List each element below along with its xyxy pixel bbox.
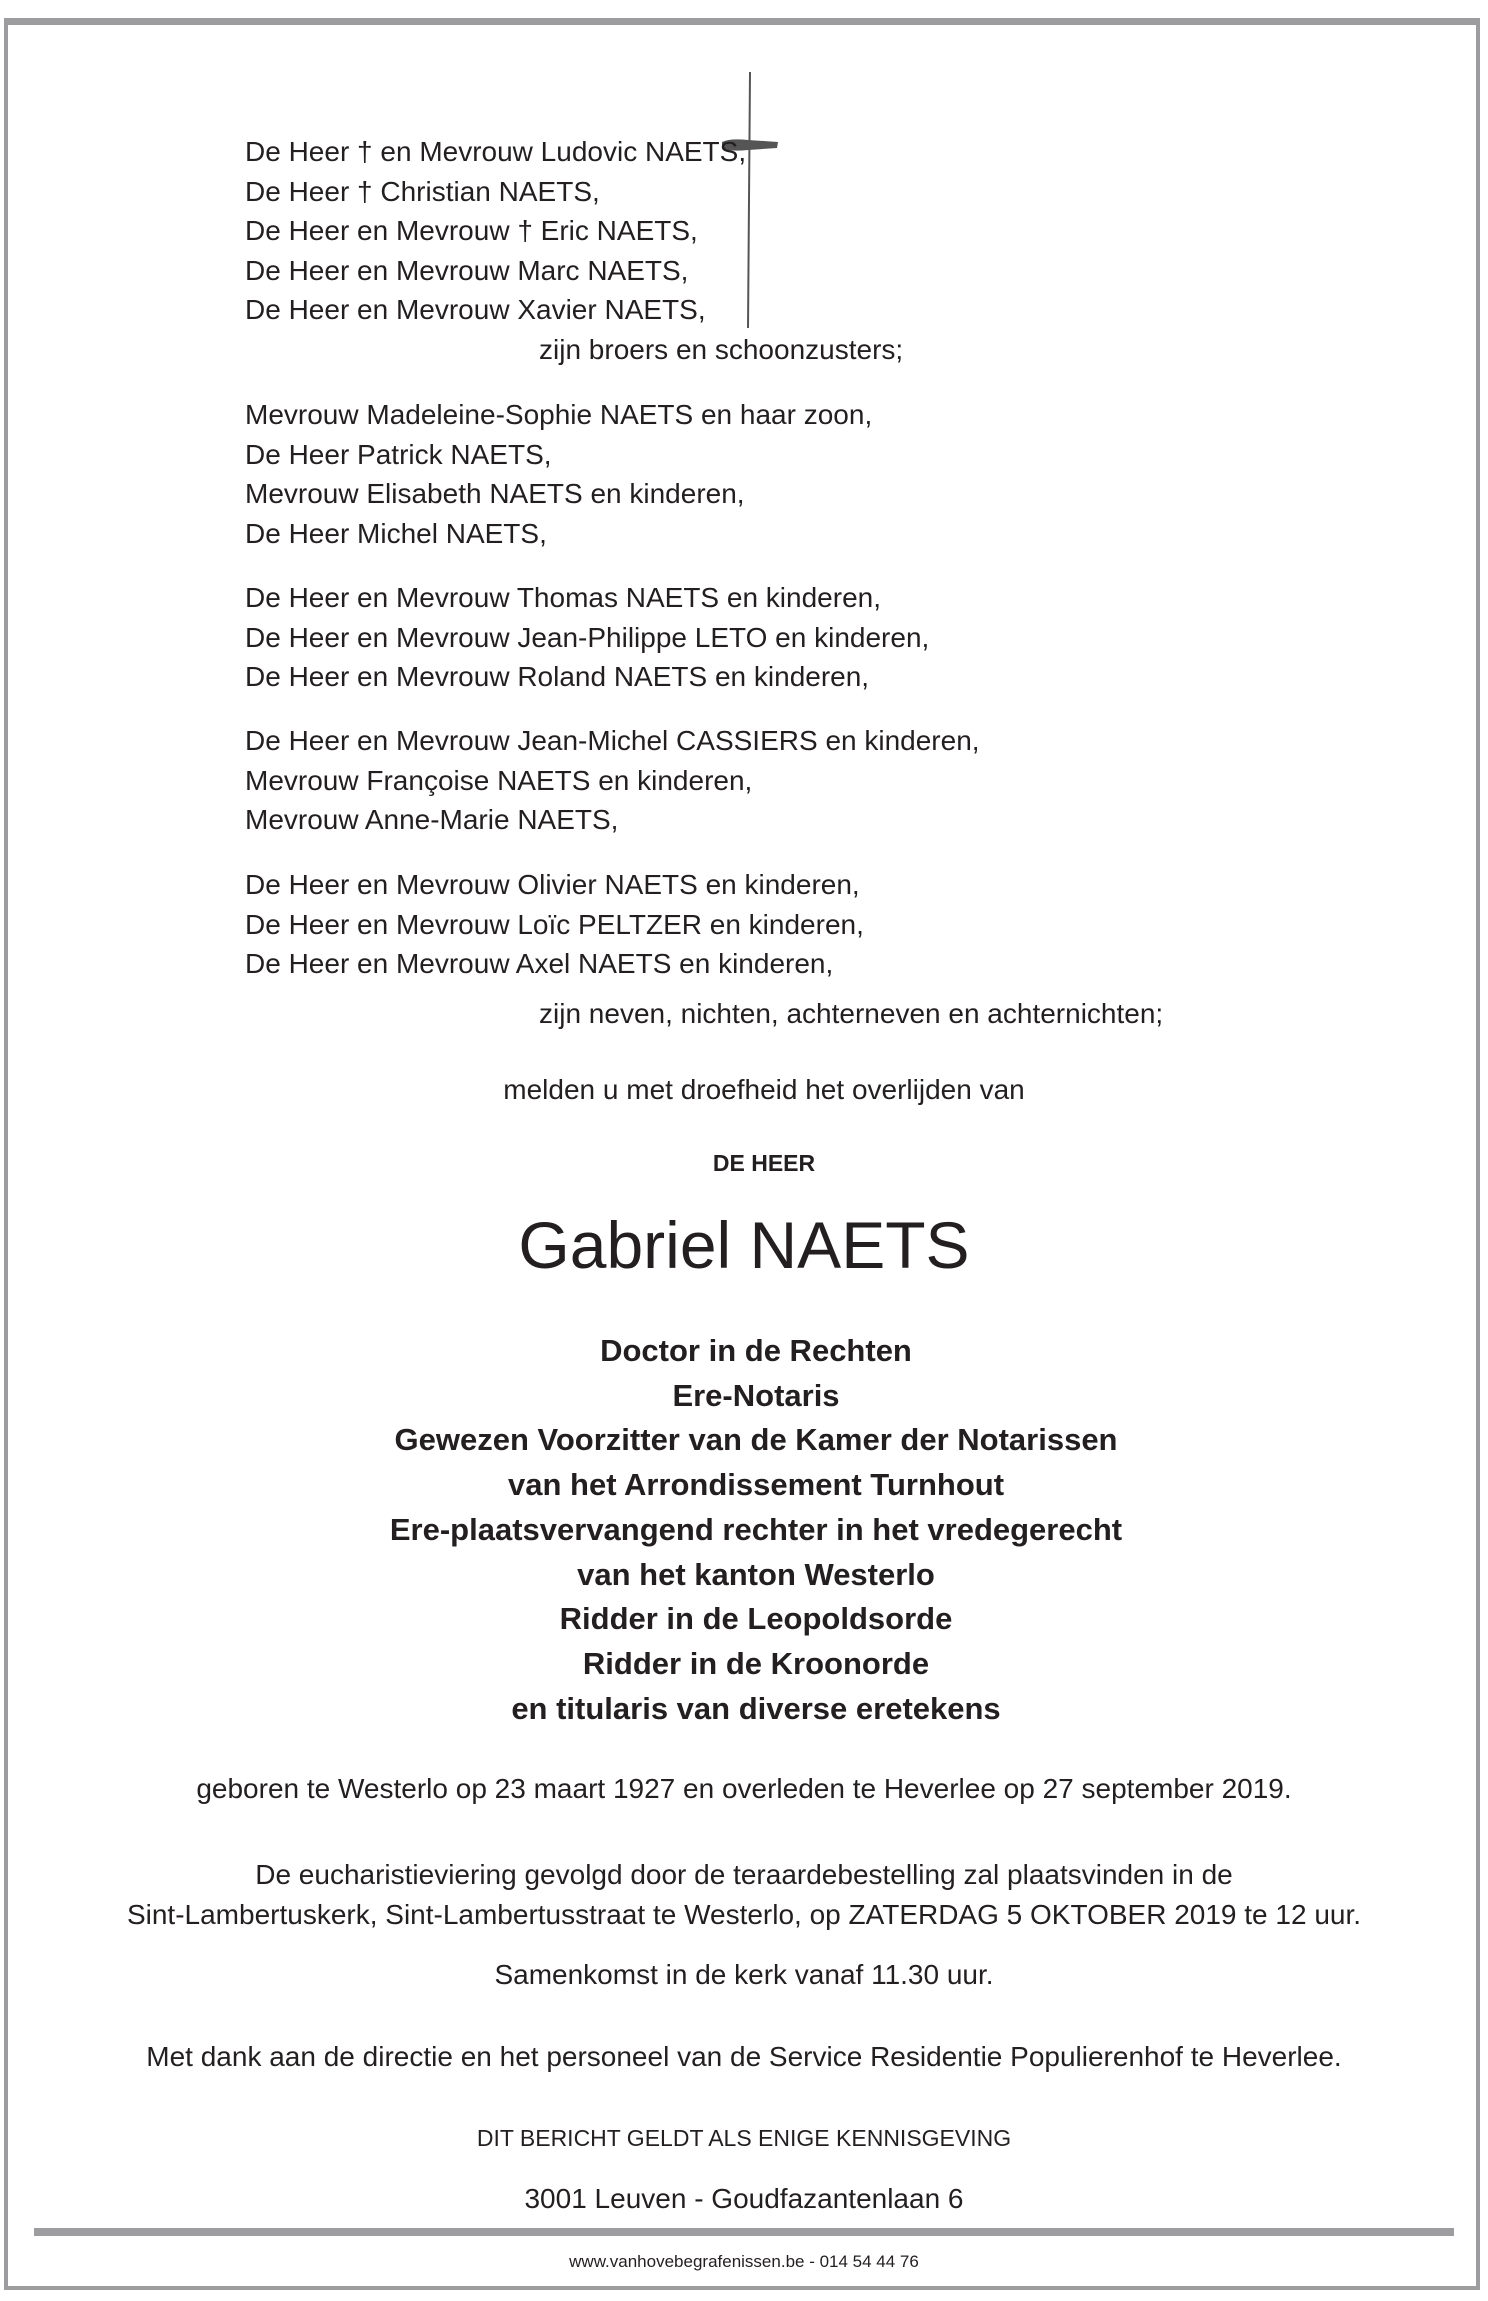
family-line: Mevrouw Françoise NAETS en kinderen, <box>245 764 753 796</box>
family-line: De Heer en Mevrouw Marc NAETS, <box>245 254 689 286</box>
family-line: Mevrouw Anne-Marie NAETS, <box>245 804 619 836</box>
gathering: Samenkomst in de kerk vanaf 11.30 uur. <box>494 1959 994 1990</box>
family-line: De Heer en Mevrouw Olivier NAETS en kinderen, <box>245 869 860 900</box>
footer-contact: www.vanhovebegrafenissen.be - 014 54 44 76 <box>569 2252 919 2271</box>
family-group-1 <box>245 132 903 370</box>
family-line: De Heer en Mevrouw Roland NAETS en kinderen, <box>245 661 870 693</box>
family-line: De Heer † Christian NAETS, <box>245 175 600 207</box>
title-line: en titularis van diverse eretekens <box>511 1690 1001 1726</box>
deceased-name: Gabriel NAETS <box>518 1208 970 1282</box>
ceremony-line: Sint-Lambertuskerk, Sint-Lambertusstraat te Westerlo, op ZATERDAG 5 OKTOBER 2019 te 12 uur. <box>126 1899 1362 1930</box>
title-line: Doctor in de Rechten <box>600 1333 912 1368</box>
family-line: De Heer en Mevrouw Xavier NAETS, <box>245 294 706 326</box>
family-line: De Heer en Mevrouw Thomas NAETS en kinderen, <box>245 582 881 613</box>
family-line: De Heer Patrick NAETS, <box>245 438 552 470</box>
family-group-5 <box>245 865 1163 1033</box>
notice: DIT BERICHT GELDT ALS ENIGE KENNISGEVING <box>476 2125 1012 2151</box>
divider <box>34 2228 1454 2236</box>
title-line: Ere-plaatsvervangend rechter in het vredegerecht <box>389 1511 1123 1547</box>
family-group-4 <box>245 721 980 840</box>
relation-line: zijn neven, nichten, achterneven en achternichten; <box>539 997 1164 1029</box>
titles-list <box>12 1329 1488 1731</box>
birth-death: geboren te Westerlo op 23 maart 1927 en overleden te Heverlee op 27 september 2019. <box>196 1773 1292 1804</box>
honorific: DE HEER <box>712 1150 816 1176</box>
family-line: De Heer Michel NAETS, <box>245 517 547 549</box>
family-line: De Heer en Mevrouw Jean-Philippe LETO en kinderen, <box>245 621 930 653</box>
family-line: Mevrouw Madeleine-Sophie NAETS en haar zoon, <box>245 399 873 430</box>
address: 3001 Leuven - Goudfazantenlaan 6 <box>524 2183 964 2214</box>
announcement: melden u met droefheid het overlijden van <box>503 1074 1025 1105</box>
family-group-2 <box>245 395 872 553</box>
title-line: Ridder in de Kroonorde <box>582 1645 930 1681</box>
ceremony <box>0 1855 1488 1935</box>
family-line: De Heer en Mevrouw Loïc PELTZER en kinderen, <box>245 908 864 940</box>
family-group-3 <box>245 578 929 697</box>
family-line: De Heer en Mevrouw Axel NAETS en kinderen, <box>245 948 834 980</box>
relation-line: zijn broers en schoonzusters; <box>539 333 904 365</box>
thanks: Met dank aan de directie en het personeel van de Service Residentie Populierenhof te Heverlee. <box>146 2041 1342 2072</box>
family-line: Mevrouw Elisabeth NAETS en kinderen, <box>245 478 745 510</box>
family-line: De Heer en Mevrouw † Eric NAETS, <box>245 215 698 247</box>
title-line: van het kanton Westerlo <box>577 1556 935 1592</box>
title-line: van het Arrondissement Turnhout <box>507 1467 1005 1503</box>
family-line: De Heer † en Mevrouw Ludovic NAETS, <box>245 136 747 167</box>
ceremony-line: De eucharistieviering gevolgd door de teraardebestelling zal plaatsvinden in de <box>255 1859 1233 1890</box>
family-line: De Heer en Mevrouw Jean-Michel CASSIERS en kinderen, <box>245 725 980 756</box>
title-line: Ere-Notaris <box>672 1377 840 1413</box>
title-line: Gewezen Voorzitter van de Kamer der Notarissen <box>394 1422 1118 1458</box>
title-line: Ridder in de Leopoldsorde <box>559 1601 953 1637</box>
